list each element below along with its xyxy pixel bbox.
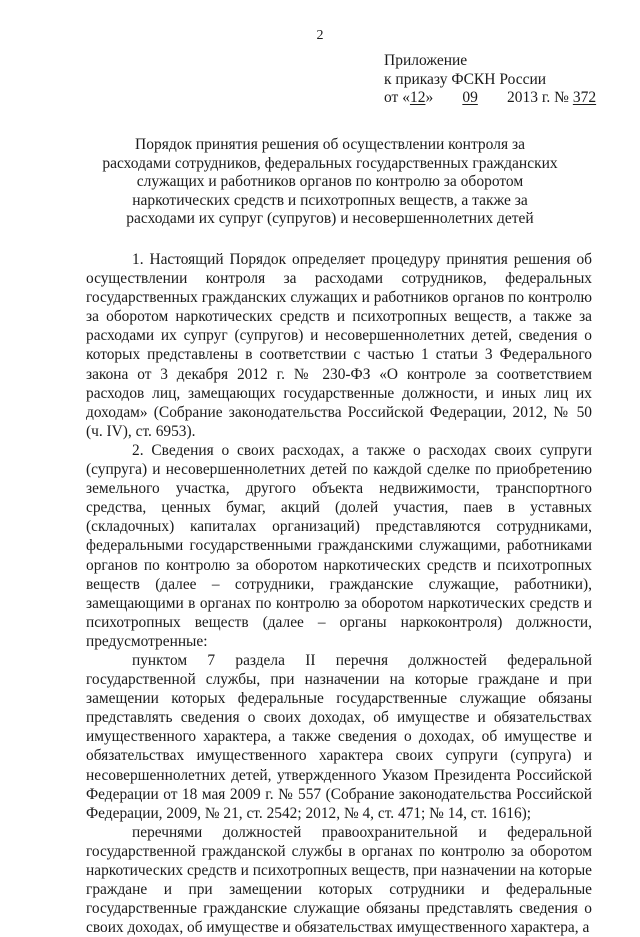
document-title: Порядок принятия решения об осуществлении контроля за расходами сотрудников, федеральных государственных гражданских служащих и работников органов по контролю за оборотом наркотических средств и психотропных веществ, а также за расходами их супруг (супругов) и несовершеннолетних детей xyxy=(102,136,558,228)
paragraph-3: пунктом 7 раздела II перечня должностей федеральной государственной службы, при назначении на которые граждане и при замещении которых федеральные государственные служащие обязаны представлять сведения о своих доходах, об имуществе и обязательствах имущественного характера, а также сведения о доходах, об имуществе и обязательствах имущественного характера своих супруги (супруга) и несовершеннолетних детей, утвержденного Указом Президента Российской Федерации от 18 мая 2009 г. № 557 (Собрание законодательства Российской Федерации, 2009, № 21, ст. 2542; 2012, № 4, ст. 471; № 14, ст. 1616); xyxy=(86,651,592,822)
paragraph-4: перечнями должностей правоохранительной и федеральной государственной гражданской службы в органах по контролю за оборотом наркотических средств и психотропных веществ, при назначении на которые граждане и при замещении которых сотрудники и федеральные государственные гражданские служащие обязаны представлять сведения о своих доходах, об имуществе и обязательствах имущественного характера, а xyxy=(86,823,592,937)
paragraph-1: 1. Настоящий Порядок определяет процедуру принятия решения об осуществлении контроля за расходами сотрудников, федеральных государственных гражданских служащих и работников органов по контролю за оборотом наркотических средств и психотропных веществ, а также за расходами их супруг (супругов) и несовершеннолетних детей, сведения о которых представлены в соответствии с частью 1 статьи 3 Федерального закона от 3 декабря 2012 г. № 230-ФЗ «О контроле за соответствием расходов лиц, замещающих государственные должности, и иных лиц их доходам» (Собрание законодательства Российской Федерации, 2012, № 50 (ч. IV), ст. 6953). xyxy=(86,251,592,440)
date-year: 2013 г. № xyxy=(506,89,569,106)
date-day: 12 xyxy=(409,89,426,106)
document-body xyxy=(86,250,592,937)
page-number: 2 xyxy=(316,28,324,43)
order-number: 372 xyxy=(572,89,597,106)
appendix-header xyxy=(384,52,624,108)
paragraph-2: 2. Сведения о своих расходах, а также о расходах своих супруги (супруга) и несовершеннолетних детей по каждой сделке по приобретению земельного участка, другого объекта недвижимости, транспортного средства, ценных бумаг, акций (долей участия, паев в уставных (складочных) капиталах организаций) представляются сотрудниками, федеральными государственными гражданскими служащими, работниками органов по контролю за оборотом наркотических средств и психотропных веществ (далее – сотрудники, гражданские служащие, работники), замещающими в органах по контролю за оборотом наркотических средств и психотропных веществ (далее – органы наркоконтроля) должности, предусмотренные: xyxy=(86,441,592,650)
appendix-date-line xyxy=(384,89,624,108)
date-mid: » xyxy=(425,89,434,106)
date-month: 09 xyxy=(462,89,478,106)
appendix-label: Приложение xyxy=(384,52,468,69)
appendix-order-ref: к приказу ФСКН России xyxy=(384,70,547,88)
date-prefix: от « xyxy=(384,89,410,106)
